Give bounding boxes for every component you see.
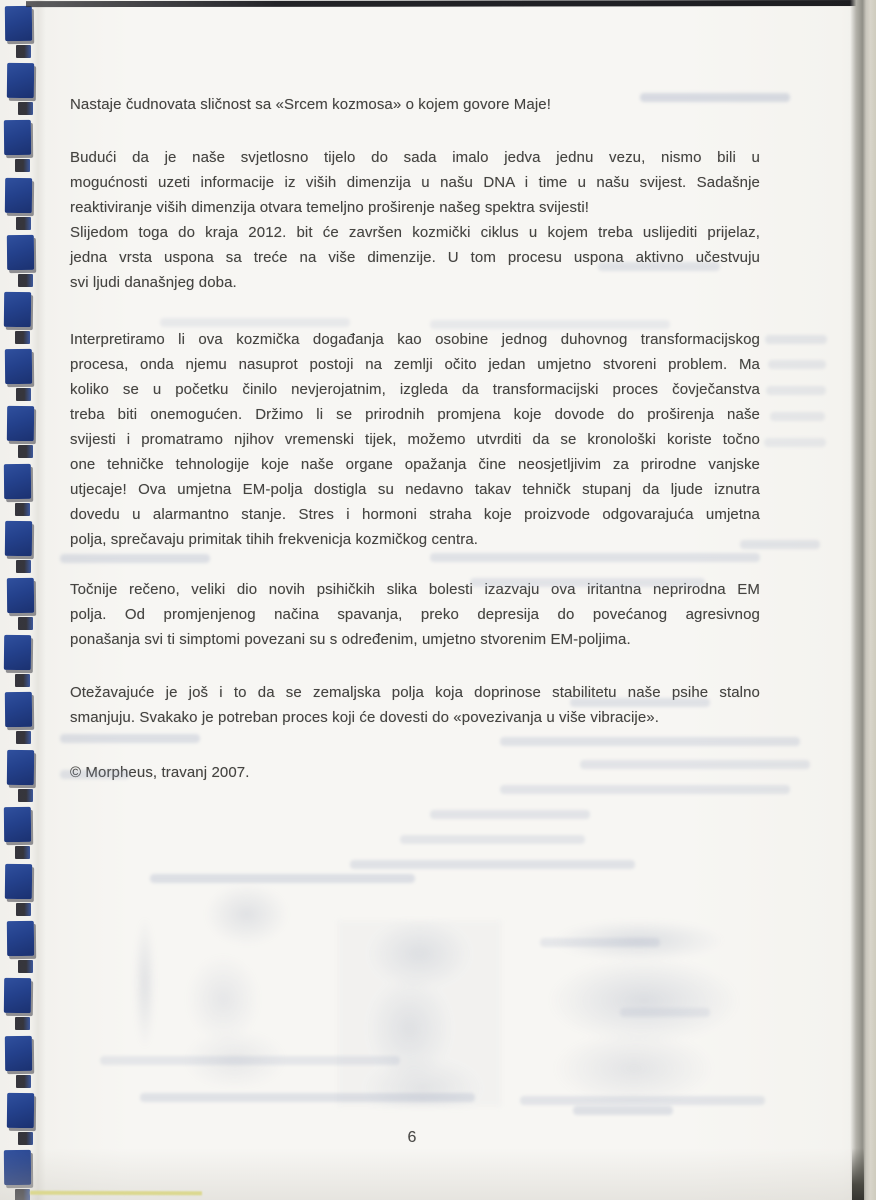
binding-tooth xyxy=(7,921,34,956)
binding-tooth xyxy=(5,521,32,556)
text-line: reaktiviranje viših dimenzija otvara temeljno proširenje našeg spektra svijesti! xyxy=(70,199,590,216)
binding-hole-shadow xyxy=(18,274,33,287)
binding-tooth xyxy=(7,235,34,270)
bleedthrough-text-line xyxy=(770,412,825,421)
text-line: polja. Od promjenjenog načina spavanja, preko depresija do povećanog agresivnog xyxy=(70,606,760,623)
text-line: ponašanja svi ti simptomi povezani su s određenim, umjetno stvorenim EM-poljima. xyxy=(70,631,631,648)
binding-hole-shadow xyxy=(15,846,30,859)
paragraph-svjetlosno-tijelo xyxy=(70,145,760,295)
binding-tooth xyxy=(7,749,34,784)
binding-hole-shadow xyxy=(18,102,33,115)
bleedthrough-text-line xyxy=(573,1106,673,1115)
binding-tooth xyxy=(5,177,32,212)
bleedthrough-text-line xyxy=(400,835,585,844)
binding-tooth xyxy=(4,292,31,327)
binding-hole-shadow xyxy=(16,731,31,744)
binding-tooth xyxy=(7,578,34,613)
text-line: mogućnosti uzeti informacije iz viših dimenzija u našu DNA i time u našu svijest. Sadašnje xyxy=(70,174,760,191)
bleedthrough-text-line xyxy=(765,335,827,344)
bleedthrough-text-line xyxy=(764,438,826,447)
text-line: treba biti onemogućen. Držimo li se prirodnih promjena koje dovode do proširenja naše xyxy=(70,406,760,423)
binding-hole-shadow xyxy=(15,674,30,687)
bleedthrough-text-line xyxy=(768,360,826,369)
text-line: procesa, onda njemu nasuprot postoji na zemlji očito jedan umjetno stvoreni problem. Ma xyxy=(70,356,760,373)
bleedthrough-text-line xyxy=(160,318,350,327)
binding-tooth xyxy=(7,1093,34,1128)
bleedthrough-text-line xyxy=(140,1093,475,1102)
bleedthrough-text-line xyxy=(500,785,790,794)
page-number: 6 xyxy=(407,1129,417,1146)
binding-tooth xyxy=(5,692,32,727)
bleedthrough-text-line xyxy=(500,737,800,746)
binding-hole-shadow xyxy=(15,503,30,516)
text-line: Slijedom toga do kraja 2012. bit će završen kozmički ciklus u kojem treba uslijediti prijelaz, xyxy=(70,224,760,241)
text-line: dovedu u alarmantno stanje. Stres i hormoni straha koje proizvode odgovarajuća umjetna xyxy=(70,506,760,523)
bleedthrough-text-line xyxy=(598,262,720,271)
paragraph-transformacija xyxy=(70,327,760,552)
binding-tooth xyxy=(4,463,31,498)
bleedthrough-text-line xyxy=(540,938,660,947)
bleedthrough-image-middle xyxy=(337,920,502,1107)
text-line: utjecaje! Ova umjetna EM-polja dostigla su nedavno takav tehničk stupanj da ljude iznutra xyxy=(70,481,760,498)
binding-tooth xyxy=(5,6,32,41)
binding-hole-shadow xyxy=(18,445,33,458)
binding-hole-shadow xyxy=(15,1017,30,1030)
binding-hole-shadow xyxy=(16,903,31,916)
text-line: koliko se u početku činilo nevjerojatnim, izgleda da transformacijski proces čovječanstva xyxy=(70,381,760,398)
binding-hole-shadow xyxy=(18,960,33,973)
binding-tooth xyxy=(4,120,31,155)
text-line: svi ljudi današnjeg doba. xyxy=(70,274,237,291)
binding-tooth xyxy=(7,406,34,441)
text-line: jedna vrsta uspona sa treće na više dimenzije. U tom procesu uspona aktivno učestvuju xyxy=(70,249,760,266)
scan-top-edge xyxy=(26,0,876,7)
text-line: Točnije rečeno, veliki dio novih psihičkih slika bolesti izazvaju ova iritantna neprirodna EM xyxy=(70,581,760,598)
bleedthrough-text-line xyxy=(430,810,590,819)
bleedthrough-text-line xyxy=(60,554,210,563)
bleedthrough-text-line xyxy=(430,320,670,329)
bleedthrough-text-line xyxy=(740,540,820,549)
binding-tooth xyxy=(7,63,34,98)
text-line: Interpretiramo li ova kozmička događanja kao osobine jednog duhovnog transformacijskog xyxy=(70,331,760,348)
bleedthrough-text-line xyxy=(620,1008,710,1017)
binding-hole-shadow xyxy=(18,789,33,802)
binding-tooth xyxy=(4,635,31,670)
text-line: svijesti i promatramo njihov vremenski tijek, možemo utvrditi da se kronološki koriste točno xyxy=(70,431,760,448)
binding-tooth xyxy=(5,349,32,384)
page-right-edge xyxy=(850,0,876,1200)
binding-hole-shadow xyxy=(16,45,31,58)
binding-tooth xyxy=(4,807,31,842)
binding-hole-shadow xyxy=(16,388,31,401)
binding-hole-shadow xyxy=(16,1075,31,1088)
bleedthrough-text-line xyxy=(570,698,710,707)
bleedthrough-text-line xyxy=(766,386,826,395)
text-line: Otežavajuće je još i to da se zemaljska polja koja doprinose stabilitetu naše psihe stalno xyxy=(70,684,760,701)
bleedthrough-text-line xyxy=(520,1096,765,1105)
bleedthrough-text-line xyxy=(100,1056,400,1065)
binding-hole-shadow xyxy=(18,617,33,630)
bleedthrough-text-line xyxy=(60,770,130,779)
binding-tooth xyxy=(5,864,32,899)
binding-tooth xyxy=(4,978,31,1013)
binding-hole-shadow xyxy=(16,217,31,230)
binding-tooth xyxy=(5,1035,32,1070)
text-line: Budući da je naše svjetlosno tijelo do sada imalo jedva jednu vezu, nismo bili u xyxy=(70,149,760,166)
bleedthrough-text-line xyxy=(470,578,705,587)
bleedthrough-text-line xyxy=(640,93,790,102)
text-line: polja, sprečavaju primitak tihih frekvenicja kozmičkog centra. xyxy=(70,531,479,548)
binding-hole-shadow xyxy=(16,560,31,573)
bleedthrough-text-line xyxy=(580,760,810,769)
spiral-binding xyxy=(0,0,46,1200)
text-line: smanjuju. Svakako je potreban proces koji će dovesti do «povezivanja u više vibracije». xyxy=(70,709,660,726)
bleedthrough-text-line xyxy=(150,874,415,883)
bleedthrough-text-line xyxy=(60,734,200,743)
bleedthrough-text-line xyxy=(430,553,760,562)
text-line: Nastaje čudnovata sličnost sa «Srcem kozmosa» o kojem govore Maje! xyxy=(70,96,551,113)
binding-hole-shadow xyxy=(15,159,30,172)
text-line: © Morpheus, travanj 2007. xyxy=(70,764,250,781)
binding-hole-shadow xyxy=(15,331,30,344)
page-right-edge-shadow xyxy=(852,1148,864,1200)
text-line: one tehničke tehnologije koje naše organe opažanja čine neosjetljivim za prirodne vanjske xyxy=(70,456,760,473)
scan-bottom-artifact xyxy=(30,1191,202,1196)
paragraph-psihicke-slike xyxy=(70,577,760,652)
bleedthrough-text-line xyxy=(350,860,635,869)
